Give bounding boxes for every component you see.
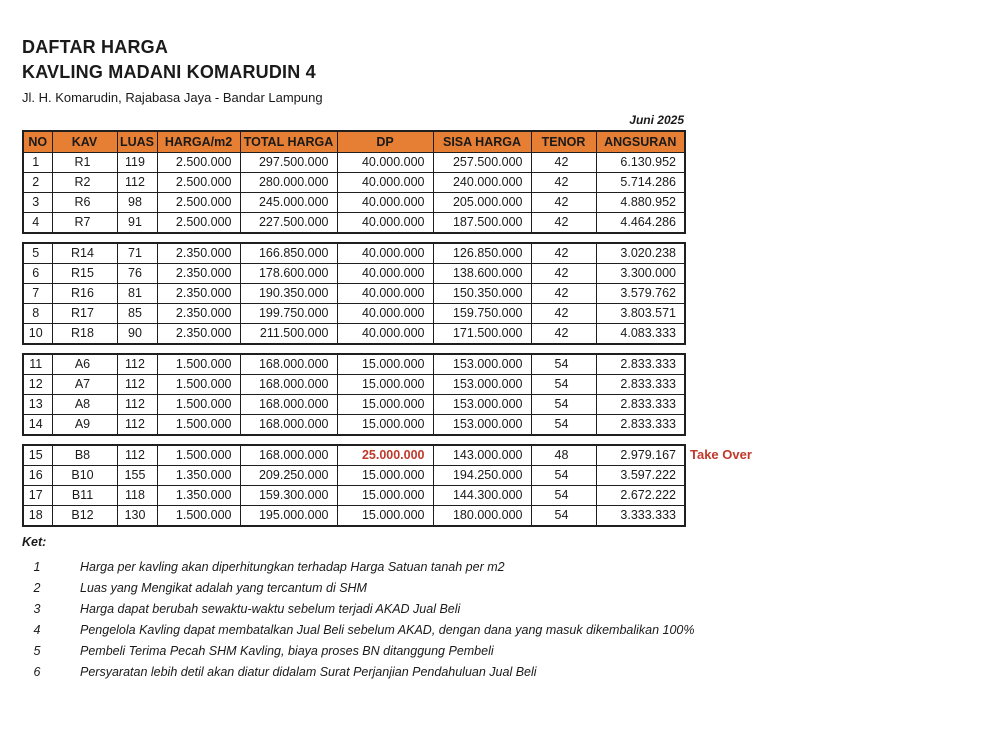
cell-angsuran: 2.979.167 xyxy=(596,445,685,466)
cell-kav: B12 xyxy=(52,505,117,526)
cell-dp: 15.000.000 xyxy=(337,354,433,375)
price-table-2 xyxy=(22,242,686,345)
cell-sisa-harga: 144.300.000 xyxy=(433,485,531,505)
cell-luas: 130 xyxy=(117,505,157,526)
cell-tenor: 42 xyxy=(531,323,596,344)
table-row xyxy=(23,465,685,485)
cell-sisa-harga: 153.000.000 xyxy=(433,374,531,394)
cell-harga-m2: 2.350.000 xyxy=(157,323,240,344)
cell-no: 10 xyxy=(23,323,52,344)
cell-angsuran: 3.020.238 xyxy=(596,243,685,264)
cell-dp: 15.000.000 xyxy=(337,374,433,394)
table-row xyxy=(23,263,685,283)
cell-tenor: 54 xyxy=(531,485,596,505)
cell-dp: 25.000.000 xyxy=(337,445,433,466)
cell-luas: 112 xyxy=(117,172,157,192)
notes-label: Ket: xyxy=(22,534,47,549)
cell-dp: 15.000.000 xyxy=(337,394,433,414)
cell-tenor: 42 xyxy=(531,212,596,233)
cell-angsuran: 4.083.333 xyxy=(596,323,685,344)
cell-dp: 40.000.000 xyxy=(337,263,433,283)
cell-luas: 112 xyxy=(117,414,157,435)
cell-sisa-harga: 187.500.000 xyxy=(433,212,531,233)
cell-angsuran: 2.833.333 xyxy=(596,354,685,375)
period-label: Juni 2025 xyxy=(629,112,684,127)
cell-kav: B10 xyxy=(52,465,117,485)
cell-luas: 118 xyxy=(117,485,157,505)
cell-luas: 71 xyxy=(117,243,157,264)
notes-section xyxy=(22,535,1000,683)
table-row xyxy=(23,323,685,344)
take-over-label: Take Over xyxy=(690,446,752,462)
cell-angsuran: 3.579.762 xyxy=(596,283,685,303)
document-title: DAFTAR HARGA xyxy=(22,37,169,57)
note-text: Luas yang Mengikat adalah yang tercantum di SHM xyxy=(80,580,367,595)
cell-total-harga: 245.000.000 xyxy=(240,192,337,212)
cell-harga-m2: 1.350.000 xyxy=(157,465,240,485)
cell-kav: B11 xyxy=(52,485,117,505)
cell-angsuran: 3.333.333 xyxy=(596,505,685,526)
cell-harga-m2: 1.500.000 xyxy=(157,414,240,435)
cell-tenor: 54 xyxy=(531,374,596,394)
cell-total-harga: 168.000.000 xyxy=(240,445,337,466)
cell-total-harga: 227.500.000 xyxy=(240,212,337,233)
cell-no: 14 xyxy=(23,414,52,435)
cell-dp: 40.000.000 xyxy=(337,283,433,303)
cell-dp: 40.000.000 xyxy=(337,243,433,264)
cell-kav: A9 xyxy=(52,414,117,435)
cell-total-harga: 168.000.000 xyxy=(240,354,337,375)
cell-total-harga: 168.000.000 xyxy=(240,414,337,435)
column-header-kav: KAV xyxy=(52,131,117,153)
cell-no: 8 xyxy=(23,303,52,323)
table-row xyxy=(23,445,685,466)
cell-angsuran: 3.300.000 xyxy=(596,263,685,283)
cell-harga-m2: 1.500.000 xyxy=(157,445,240,466)
cell-angsuran: 4.464.286 xyxy=(596,212,685,233)
note-number: 3 xyxy=(33,601,41,616)
cell-no: 11 xyxy=(23,354,52,375)
cell-sisa-harga: 143.000.000 xyxy=(433,445,531,466)
cell-angsuran: 3.803.571 xyxy=(596,303,685,323)
cell-luas: 90 xyxy=(117,323,157,344)
cell-no: 13 xyxy=(23,394,52,414)
table-row xyxy=(23,394,685,414)
cell-tenor: 42 xyxy=(531,152,596,172)
cell-tenor: 48 xyxy=(531,445,596,466)
cell-no: 6 xyxy=(23,263,52,283)
cell-harga-m2: 1.500.000 xyxy=(157,394,240,414)
cell-kav: R7 xyxy=(52,212,117,233)
cell-no: 15 xyxy=(23,445,52,466)
cell-sisa-harga: 180.000.000 xyxy=(433,505,531,526)
cell-tenor: 42 xyxy=(531,283,596,303)
cell-angsuran: 4.880.952 xyxy=(596,192,685,212)
notes-list xyxy=(22,557,1000,683)
cell-harga-m2: 2.350.000 xyxy=(157,303,240,323)
note-item xyxy=(22,662,1000,683)
note-number: 2 xyxy=(33,580,41,595)
cell-harga-m2: 1.500.000 xyxy=(157,354,240,375)
cell-total-harga: 280.000.000 xyxy=(240,172,337,192)
cell-sisa-harga: 257.500.000 xyxy=(433,152,531,172)
table-row xyxy=(23,485,685,505)
cell-total-harga: 190.350.000 xyxy=(240,283,337,303)
cell-harga-m2: 2.500.000 xyxy=(157,212,240,233)
note-item xyxy=(22,599,1000,620)
cell-sisa-harga: 171.500.000 xyxy=(433,323,531,344)
table-row xyxy=(23,283,685,303)
cell-total-harga: 159.300.000 xyxy=(240,485,337,505)
cell-no: 16 xyxy=(23,465,52,485)
cell-kav: R2 xyxy=(52,172,117,192)
cell-harga-m2: 1.500.000 xyxy=(157,374,240,394)
cell-tenor: 54 xyxy=(531,505,596,526)
cell-luas: 112 xyxy=(117,354,157,375)
cell-no: 7 xyxy=(23,283,52,303)
cell-total-harga: 168.000.000 xyxy=(240,394,337,414)
cell-tenor: 54 xyxy=(531,414,596,435)
column-header-total-harga: TOTAL HARGA xyxy=(240,131,337,153)
cell-luas: 91 xyxy=(117,212,157,233)
cell-harga-m2: 1.500.000 xyxy=(157,505,240,526)
cell-angsuran: 2.672.222 xyxy=(596,485,685,505)
column-header-angsuran: ANGSURAN xyxy=(596,131,685,153)
cell-angsuran: 2.833.333 xyxy=(596,374,685,394)
price-table-3 xyxy=(22,353,686,436)
note-item xyxy=(22,620,1000,641)
table-row xyxy=(23,152,685,172)
note-item xyxy=(22,578,1000,599)
table-group-2 xyxy=(22,242,684,345)
cell-total-harga: 195.000.000 xyxy=(240,505,337,526)
note-number: 6 xyxy=(33,664,41,679)
column-header-luas: LUAS xyxy=(117,131,157,153)
table-row xyxy=(23,212,685,233)
price-table-4 xyxy=(22,444,686,527)
table-row xyxy=(23,374,685,394)
cell-dp: 15.000.000 xyxy=(337,485,433,505)
cell-total-harga: 166.850.000 xyxy=(240,243,337,264)
table-row xyxy=(23,192,685,212)
cell-harga-m2: 2.500.000 xyxy=(157,152,240,172)
cell-sisa-harga: 153.000.000 xyxy=(433,394,531,414)
cell-harga-m2: 2.350.000 xyxy=(157,283,240,303)
cell-luas: 112 xyxy=(117,374,157,394)
note-text: Harga per kavling akan diperhitungkan terhadap Harga Satuan tanah per m2 xyxy=(80,559,505,574)
project-title: KAVLING MADANI KOMARUDIN 4 xyxy=(22,62,316,83)
cell-luas: 85 xyxy=(117,303,157,323)
cell-dp: 40.000.000 xyxy=(337,192,433,212)
cell-luas: 81 xyxy=(117,283,157,303)
cell-sisa-harga: 205.000.000 xyxy=(433,192,531,212)
cell-no: 2 xyxy=(23,172,52,192)
cell-luas: 76 xyxy=(117,263,157,283)
price-table-1 xyxy=(22,130,686,234)
table-row xyxy=(23,303,685,323)
cell-tenor: 54 xyxy=(531,354,596,375)
cell-tenor: 42 xyxy=(531,172,596,192)
cell-sisa-harga: 153.000.000 xyxy=(433,354,531,375)
note-text: Harga dapat berubah sewaktu-waktu sebelum terjadi AKAD Jual Beli xyxy=(80,601,461,616)
cell-total-harga: 209.250.000 xyxy=(240,465,337,485)
cell-kav: R16 xyxy=(52,283,117,303)
column-header-tenor: TENOR xyxy=(531,131,596,153)
cell-sisa-harga: 150.350.000 xyxy=(433,283,531,303)
cell-harga-m2: 2.350.000 xyxy=(157,263,240,283)
table-row xyxy=(23,414,685,435)
cell-no: 18 xyxy=(23,505,52,526)
cell-kav: B8 xyxy=(52,445,117,466)
cell-dp: 40.000.000 xyxy=(337,303,433,323)
cell-no: 5 xyxy=(23,243,52,264)
note-text: Persyaratan lebih detil akan diatur didalam Surat Perjanjian Pendahuluan Jual Beli xyxy=(80,664,537,679)
cell-dp: 40.000.000 xyxy=(337,152,433,172)
cell-kav: A7 xyxy=(52,374,117,394)
note-item xyxy=(22,557,1000,578)
cell-angsuran: 3.597.222 xyxy=(596,465,685,485)
cell-kav: R15 xyxy=(52,263,117,283)
cell-total-harga: 211.500.000 xyxy=(240,323,337,344)
cell-tenor: 42 xyxy=(531,192,596,212)
cell-luas: 98 xyxy=(117,192,157,212)
cell-tenor: 54 xyxy=(531,465,596,485)
cell-harga-m2: 1.350.000 xyxy=(157,485,240,505)
cell-kav: R1 xyxy=(52,152,117,172)
column-header-harga-m2: HARGA/m2 xyxy=(157,131,240,153)
column-header-dp: DP xyxy=(337,131,433,153)
cell-sisa-harga: 153.000.000 xyxy=(433,414,531,435)
cell-dp: 15.000.000 xyxy=(337,465,433,485)
cell-dp: 15.000.000 xyxy=(337,414,433,435)
cell-kav: R17 xyxy=(52,303,117,323)
cell-total-harga: 178.600.000 xyxy=(240,263,337,283)
cell-total-harga: 297.500.000 xyxy=(240,152,337,172)
cell-sisa-harga: 194.250.000 xyxy=(433,465,531,485)
cell-harga-m2: 2.350.000 xyxy=(157,243,240,264)
cell-kav: A8 xyxy=(52,394,117,414)
cell-tenor: 54 xyxy=(531,394,596,414)
note-number: 5 xyxy=(33,643,41,658)
cell-dp: 40.000.000 xyxy=(337,212,433,233)
cell-tenor: 42 xyxy=(531,263,596,283)
cell-luas: 112 xyxy=(117,445,157,466)
cell-no: 3 xyxy=(23,192,52,212)
cell-sisa-harga: 159.750.000 xyxy=(433,303,531,323)
cell-luas: 155 xyxy=(117,465,157,485)
cell-luas: 119 xyxy=(117,152,157,172)
note-text: Pengelola Kavling dapat membatalkan Jual Beli sebelum AKAD, dengan dana yang masuk dikembalikan 100% xyxy=(80,622,695,637)
cell-sisa-harga: 138.600.000 xyxy=(433,263,531,283)
cell-dp: 40.000.000 xyxy=(337,172,433,192)
cell-kav: R6 xyxy=(52,192,117,212)
note-text: Pembeli Terima Pecah SHM Kavling, biaya proses BN ditanggung Pembeli xyxy=(80,643,494,658)
cell-kav: R18 xyxy=(52,323,117,344)
table-group-4 xyxy=(22,444,752,527)
cell-dp: 15.000.000 xyxy=(337,505,433,526)
cell-angsuran: 2.833.333 xyxy=(596,394,685,414)
note-number: 4 xyxy=(33,622,41,637)
cell-total-harga: 199.750.000 xyxy=(240,303,337,323)
column-header-no: NO xyxy=(23,131,52,153)
note-item xyxy=(22,641,1000,662)
cell-tenor: 42 xyxy=(531,243,596,264)
address-line: Jl. H. Komarudin, Rajabasa Jaya - Bandar Lampung xyxy=(22,89,323,105)
table-row xyxy=(23,243,685,264)
cell-no: 4 xyxy=(23,212,52,233)
cell-angsuran: 5.714.286 xyxy=(596,172,685,192)
table-row xyxy=(23,505,685,526)
cell-dp: 40.000.000 xyxy=(337,323,433,344)
cell-sisa-harga: 126.850.000 xyxy=(433,243,531,264)
cell-no: 1 xyxy=(23,152,52,172)
cell-tenor: 42 xyxy=(531,303,596,323)
cell-total-harga: 168.000.000 xyxy=(240,374,337,394)
cell-angsuran: 2.833.333 xyxy=(596,414,685,435)
cell-harga-m2: 2.500.000 xyxy=(157,192,240,212)
cell-no: 17 xyxy=(23,485,52,505)
cell-sisa-harga: 240.000.000 xyxy=(433,172,531,192)
note-number: 1 xyxy=(33,559,41,574)
table-group-1 xyxy=(22,130,684,234)
cell-no: 12 xyxy=(23,374,52,394)
price-table-container xyxy=(22,130,752,527)
cell-kav: R14 xyxy=(52,243,117,264)
header-row xyxy=(23,131,685,153)
column-header-sisa-harga: SISA HARGA xyxy=(433,131,531,153)
table-row xyxy=(23,354,685,375)
cell-angsuran: 6.130.952 xyxy=(596,152,685,172)
cell-harga-m2: 2.500.000 xyxy=(157,172,240,192)
cell-luas: 112 xyxy=(117,394,157,414)
table-row xyxy=(23,172,685,192)
cell-kav: A6 xyxy=(52,354,117,375)
table-group-3 xyxy=(22,353,684,436)
